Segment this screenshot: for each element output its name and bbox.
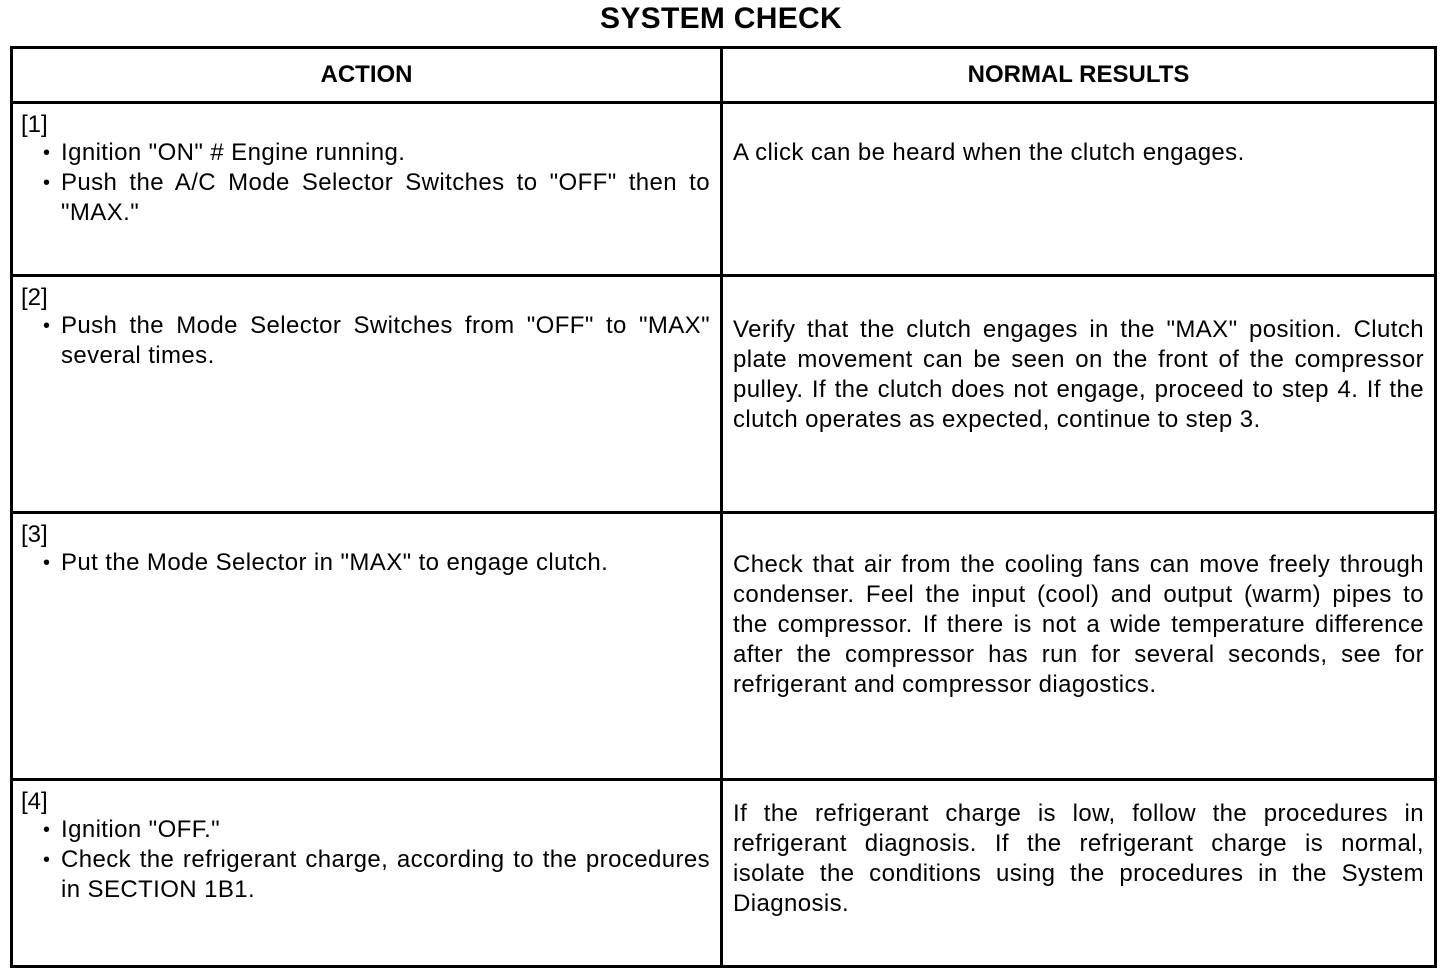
page-title: SYSTEM CHECK [600, 2, 842, 35]
action-cell [12, 513, 722, 780]
action-item: • Check the refrigerant charge, according to the procedures in SECTION 1B1. [61, 845, 710, 905]
system-check-table [10, 46, 1437, 968]
action-list [21, 138, 710, 228]
action-cell [12, 276, 722, 513]
action-column-header: ACTION [12, 48, 722, 103]
table-row [12, 780, 1436, 967]
action-list [21, 815, 710, 905]
step-number: [2] [21, 284, 48, 311]
table-row [12, 103, 1436, 276]
result-cell: Verify that the clutch engages in the "MAX" position. Clutch plate movement can be seen on the front of the compressor pulley. If the clutch does not engage, proceed to step 4. If the clutch operates as expected, continue to step 3. [722, 276, 1436, 513]
result-cell: If the refrigerant charge is low, follow the procedures in refrigerant diagnosis. If the refrigerant charge is normal, isolate the conditions using the procedures in the System Diagnosis. [722, 780, 1436, 967]
action-cell [12, 780, 722, 967]
table-row [12, 276, 1436, 513]
action-list [21, 311, 710, 371]
action-list [21, 548, 710, 578]
table-row [12, 513, 1436, 780]
result-cell: Check that air from the cooling fans can move freely through condenser. Feel the input (cool) and output (warm) pipes to the compressor. If there is not a wide temperature difference after the compressor has run for several seconds, see for refrigerant and compressor diagostics. [722, 513, 1436, 780]
action-item: • Push the Mode Selector Switches from "OFF" to "MAX" several times. [61, 311, 710, 371]
action-item: • Ignition "ON" # Engine running. [61, 138, 710, 168]
result-cell: A click can be heard when the clutch engages. [722, 103, 1436, 276]
action-item: • Push the A/C Mode Selector Switches to "OFF" then to "MAX." [61, 168, 710, 228]
step-number: [3] [21, 521, 48, 548]
step-number: [4] [21, 788, 48, 815]
table-header-row [12, 48, 1436, 103]
action-item: • Put the Mode Selector in "MAX" to engage clutch. [61, 548, 710, 578]
step-number: [1] [21, 111, 48, 138]
action-item: • Ignition "OFF." [61, 815, 710, 845]
normal-results-column-header: NORMAL RESULTS [722, 48, 1436, 103]
action-cell [12, 103, 722, 276]
